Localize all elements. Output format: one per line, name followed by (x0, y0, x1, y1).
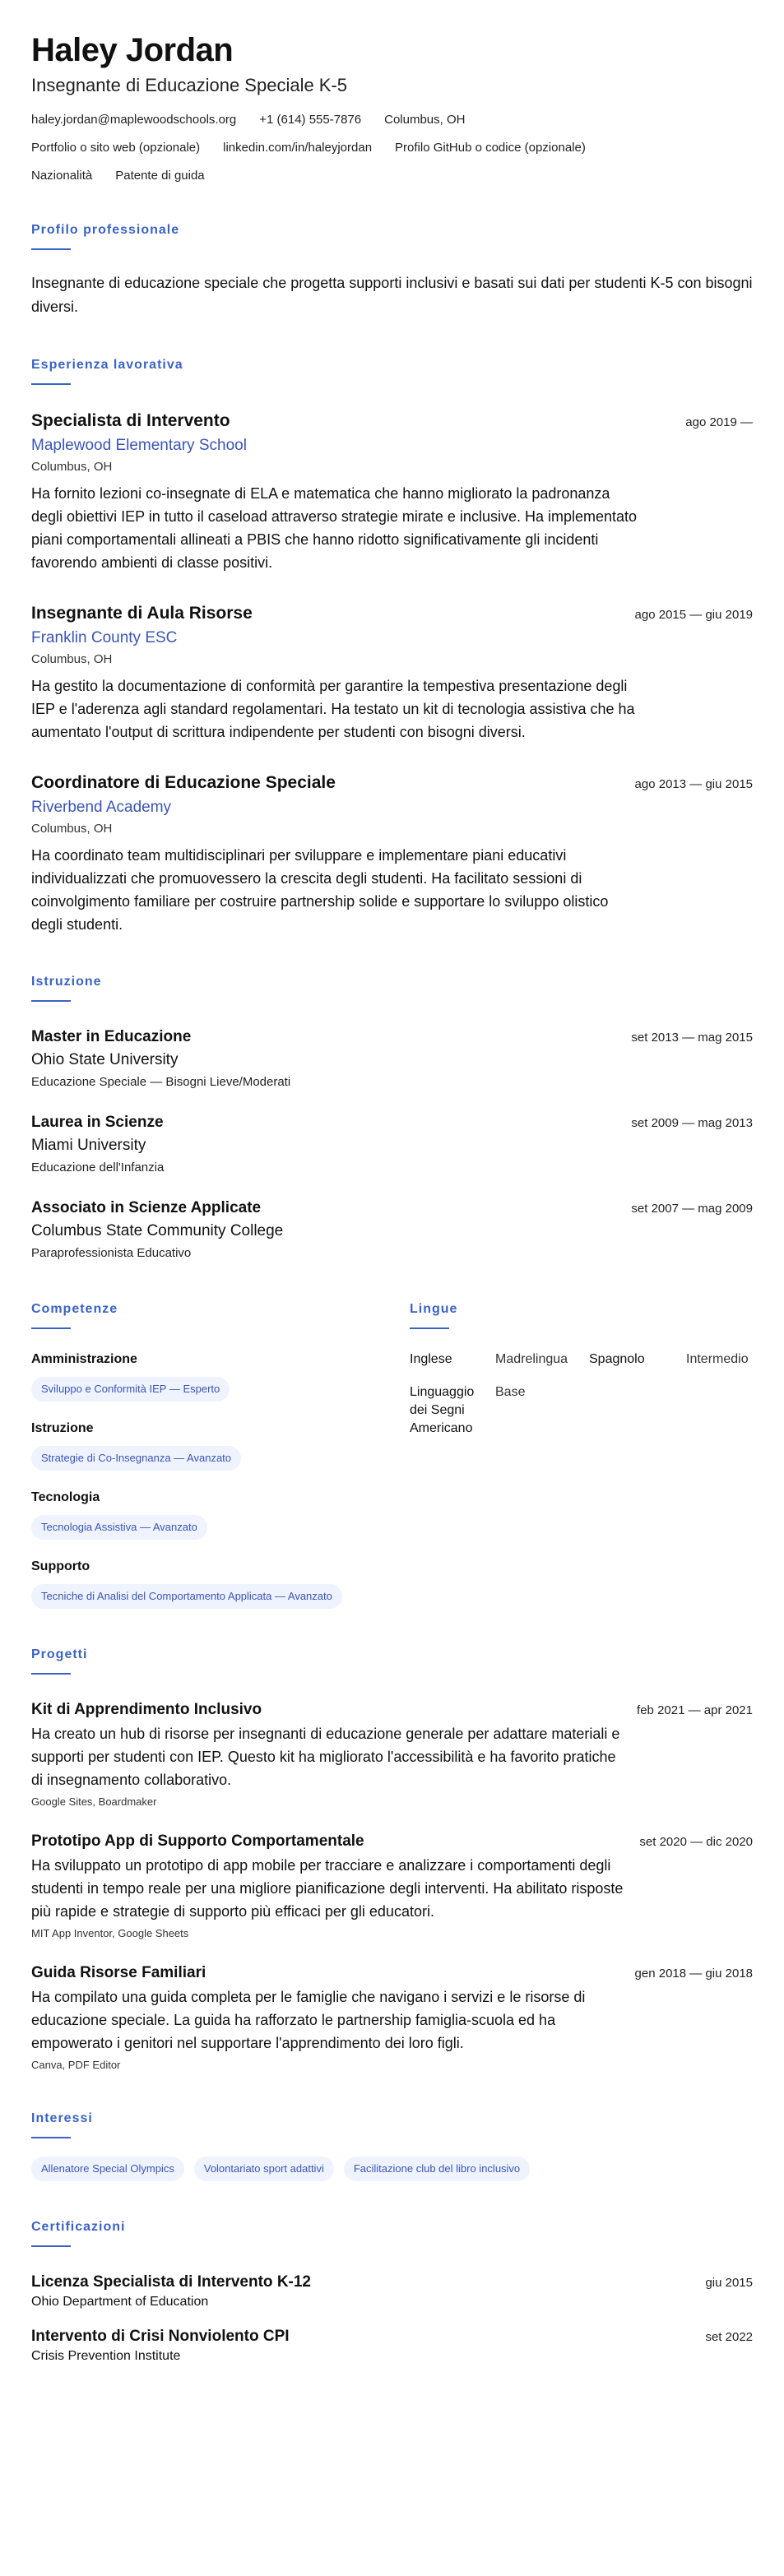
job-title: Specialista di Intervento (31, 411, 230, 430)
location-text: Columbus, OH (384, 113, 466, 127)
field-of-study: Paraprofessionista Educativo (31, 1246, 192, 1260)
summary-section (31, 222, 753, 319)
project-name: Guida Risorse Familiari (31, 1964, 206, 1981)
project-description: Ha compilato una guida completa per le famiglie che navigano i servizi e le risorse di educazione speciale. La guida ha rafforzato le partnership famiglia-scuola ed ha empowerato i genitori nel supportare l'apprendimento dei loro figli. (31, 1989, 586, 2051)
interests-list (31, 2157, 753, 2181)
employer-link[interactable]: Maplewood Elementary School (31, 437, 247, 454)
skill-group (31, 1420, 410, 1471)
job-date: ago 2013 — giu 2015 (634, 777, 753, 791)
section-divider (31, 383, 71, 385)
education-entry (31, 1198, 753, 1262)
job-date: ago 2015 — giu 2019 (634, 608, 753, 622)
projects-section (31, 1647, 753, 2073)
job-location: Columbus, OH (31, 822, 113, 836)
education-title: Istruzione (31, 975, 102, 989)
language-name: Spagnolo (589, 1352, 645, 1366)
skills-section (31, 1301, 410, 1609)
certification-name: Licenza Specialista di Intervento K-12 (31, 2273, 311, 2291)
project-date: gen 2018 — giu 2018 (634, 1967, 753, 1981)
portfolio-link[interactable]: Portfolio o sito web (opzionale) (31, 141, 201, 155)
education-section (31, 974, 753, 1262)
skills-languages-row (31, 1301, 753, 1609)
driving-license-text: Patente di guida (115, 169, 205, 183)
work-title: Esperienza lavorativa (31, 358, 183, 372)
languages-grid (410, 1351, 753, 1438)
language-level: Base (495, 1385, 526, 1399)
project-date: feb 2021 — apr 2021 (637, 1703, 753, 1717)
skill-category: Amministrazione (31, 1352, 137, 1366)
email-link[interactable]: haley.jordan@maplewoodschools.org (31, 113, 237, 127)
project-description: Ha sviluppato un prototipo di app mobile per tracciare e analizzare i comportamenti degli studenti in tempo reale per una migliore pianificazione degli interventi. Ha abilitato risposte più rapide e strategie di supporto più efficaci per gli educatori. (31, 1857, 624, 1920)
resume-page (31, 31, 753, 2365)
language-name: Linguaggio dei Segni Americano (410, 1385, 475, 1435)
field-of-study: Educazione Speciale — Bisogni Lieve/Moderati (31, 1075, 291, 1089)
project-description: Ha creato un hub di risorse per insegnanti di educazione generale per adattare materiali e supporti per studenti con IEP. Questo kit ha migliorato l'accessibilità e ha favorito pratiche di insegnamento collaborativo. (31, 1726, 620, 1788)
github-link[interactable]: Profilo GitHub o codice (opzionale) (395, 141, 586, 155)
linkedin-link[interactable]: linkedin.com/in/haleyjordan (223, 141, 373, 155)
skill-category: Supporto (31, 1559, 90, 1573)
skill-group (31, 1489, 410, 1540)
language-name: Inglese (410, 1352, 452, 1366)
skills-title: Competenze (31, 1302, 118, 1316)
summary-text: Insegnante di educazione speciale che progetta supporti inclusivi e basati sui dati per studenti K-5 con bisogni diversi. (31, 275, 753, 315)
education-entry (31, 1026, 753, 1091)
job-description: Ha gestito la documentazione di conformità per garantire la tempestiva presentazione degli IEP e l'aderenza agli standard regolamentari. Ha testato un kit di tecnologia assistiva che ha aumentato l'output di scrittura indipendente per studenti con bisogni diversi. (31, 678, 635, 740)
employer-link[interactable]: Riverbend Academy (31, 799, 172, 816)
interest-pill: Allenatore Special Olympics (31, 2157, 184, 2181)
section-divider (31, 248, 71, 250)
certification-entry (31, 2272, 753, 2311)
section-divider (410, 1327, 449, 1329)
project-date: set 2020 — dic 2020 (639, 1835, 753, 1849)
interest-pill: Volontariato sport adattivi (194, 2157, 334, 2181)
education-date: set 2007 — mag 2009 (631, 1202, 753, 1216)
employer-link[interactable]: Franklin County ESC (31, 629, 178, 646)
certification-issuer: Ohio Department of Education (31, 2295, 209, 2309)
job-description: Ha coordinato team multidisciplinari per sviluppare e implementare piani educativi individualizzati che promuovessero la crescita degli studenti. Ha facilitato sessioni di coinvolgimento familiare per costruire partnership solide e supportare lo sviluppo olistico degli studenti. (31, 847, 609, 933)
project-tools: Google Sites, Boardmaker (31, 1795, 157, 1808)
resume-header (31, 31, 753, 184)
education-date: set 2013 — mag 2015 (631, 1031, 753, 1045)
certification-entry (31, 2326, 753, 2365)
school-name: Miami University (31, 1137, 146, 1154)
project-tools: Canva, PDF Editor (31, 2059, 121, 2071)
certification-date: set 2022 (705, 2330, 753, 2344)
extra-info-row (31, 168, 753, 184)
degree-title: Laurea in Scienze (31, 1114, 164, 1131)
skill-group (31, 1558, 410, 1609)
degree-title: Associato in Scienze Applicate (31, 1199, 262, 1216)
work-entry (31, 602, 753, 744)
section-divider (31, 2137, 71, 2138)
skill-category: Tecnologia (31, 1490, 100, 1504)
section-divider (31, 1327, 71, 1329)
language-level: Madrelingua (495, 1352, 568, 1366)
job-description: Ha fornito lezioni co-insegnate di ELA e matematica che hanno migliorato la padronanza degli obiettivi IEP in tutto il caseload attraverso strategie mirate e inclusive. Ha implementato piani comportamentali allineati a PBIS che hanno ridotto significativamente gli incidenti favorendo ambienti di classe positivi. (31, 485, 638, 571)
certification-name: Intervento di Crisi Nonviolento CPI (31, 2328, 290, 2345)
links-row (31, 140, 753, 156)
project-tools: MIT App Inventor, Google Sheets (31, 1927, 189, 1939)
nationality-text: Nazionalità (31, 169, 93, 183)
certification-issuer: Crisis Prevention Institute (31, 2349, 181, 2363)
project-name: Prototipo App di Supporto Comportamentale (31, 1832, 364, 1850)
interests-section (31, 2110, 753, 2181)
skill-pill: Tecniche di Analisi del Comportamento Applicata — Avanzato (31, 1584, 342, 1609)
project-entry (31, 1831, 753, 1941)
skill-pill: Strategie di Co-Insegnanza — Avanzato (31, 1446, 241, 1471)
skill-pill: Sviluppo e Conformità IEP — Esperto (31, 1377, 230, 1402)
project-entry (31, 1962, 753, 2073)
project-name: Kit di Apprendimento Inclusivo (31, 1701, 262, 1718)
certifications-section (31, 2219, 753, 2365)
skill-pill: Tecnologia Assistiva — Avanzato (31, 1515, 207, 1540)
section-divider (31, 2245, 71, 2247)
project-entry (31, 1699, 753, 1809)
languages-section (410, 1301, 753, 1609)
certifications-title: Certificazioni (31, 2220, 126, 2234)
job-title: Insegnante di Aula Risorse (31, 604, 253, 623)
work-entry (31, 410, 753, 574)
school-name: Ohio State University (31, 1051, 179, 1068)
school-name: Columbus State Community College (31, 1222, 284, 1239)
contact-row (31, 112, 753, 128)
work-entry (31, 771, 753, 936)
work-section (31, 357, 753, 936)
skill-category: Istruzione (31, 1421, 94, 1435)
section-divider (31, 1000, 71, 1002)
job-location: Columbus, OH (31, 460, 113, 474)
summary-title: Profilo professionale (31, 223, 180, 237)
language-level: Intermedio (686, 1352, 749, 1366)
degree-title: Master in Educazione (31, 1028, 192, 1045)
interest-pill: Facilitazione club del libro inclusivo (344, 2157, 530, 2181)
job-location: Columbus, OH (31, 652, 113, 666)
projects-title: Progetti (31, 1647, 88, 1661)
interests-title: Interessi (31, 2111, 93, 2125)
field-of-study: Educazione dell'Infanzia (31, 1161, 165, 1174)
education-entry (31, 1112, 753, 1176)
candidate-headline: Insegnante di Educazione Speciale K-5 (31, 75, 348, 95)
phone-text: +1 (614) 555-7876 (259, 113, 362, 127)
skill-group (31, 1351, 410, 1402)
job-title: Coordinatore di Educazione Speciale (31, 773, 336, 792)
languages-title: Lingue (410, 1302, 458, 1316)
certification-date: giu 2015 (705, 2276, 753, 2290)
section-divider (31, 1673, 71, 1675)
education-date: set 2009 — mag 2013 (631, 1116, 753, 1130)
job-date: ago 2019 — (685, 415, 753, 429)
candidate-name: Haley Jordan (31, 32, 234, 68)
